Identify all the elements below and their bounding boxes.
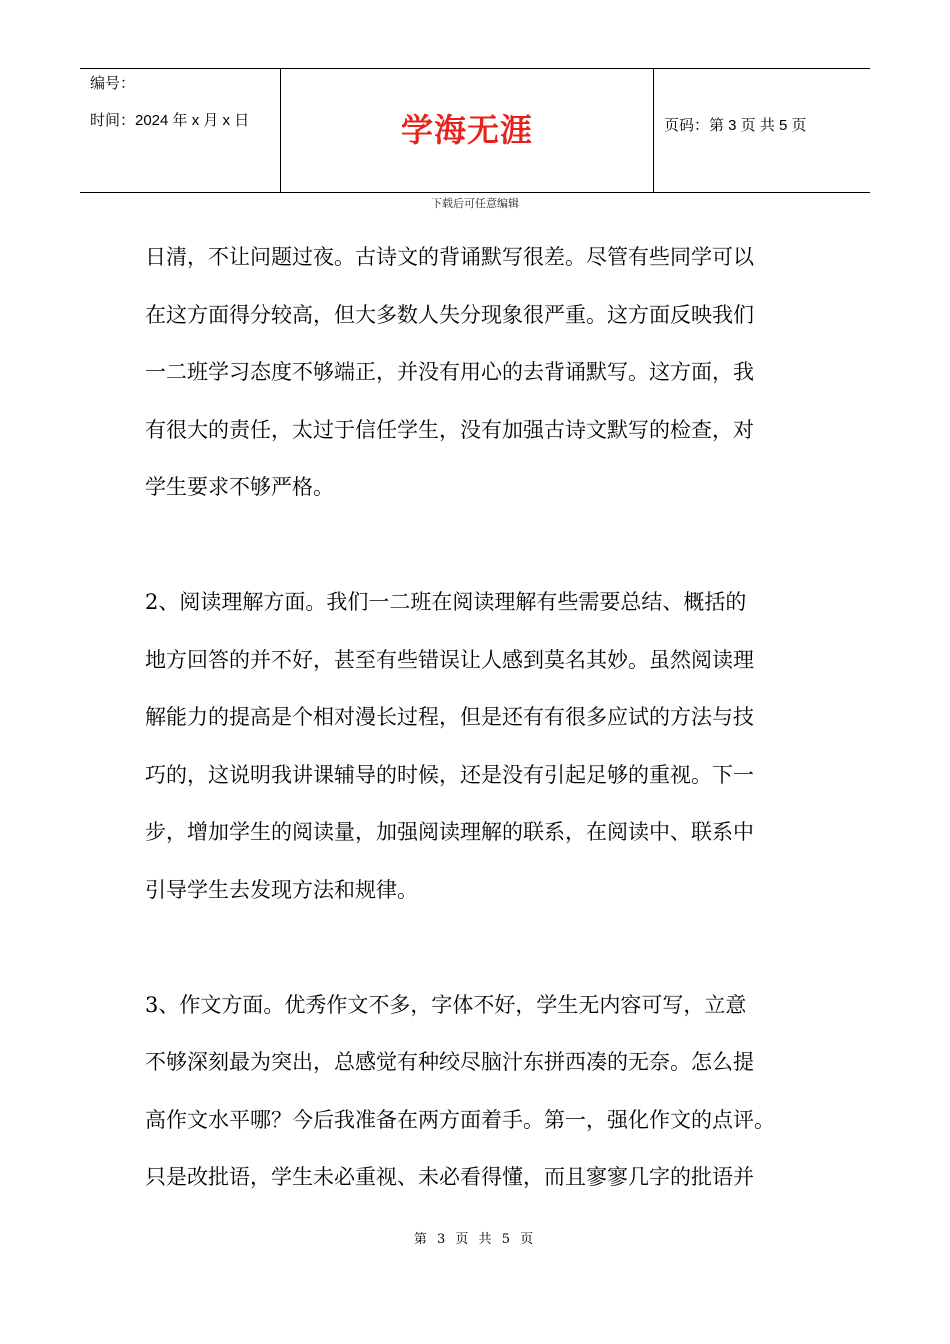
text-line: 巧的，这说明我讲课辅导的时候，还是没有引起足够的重视。下一 [145,762,754,787]
text-line: 在这方面得分较高，但大多数人失分现象很严重。这方面反映我们 [145,302,754,327]
paragraph-gap [145,922,825,980]
text-line: 只是改批语，学生未必重视、未必看得懂，而且寥寥几字的批语并 [145,1165,754,1189]
text-line: 日清，不让问题过夜。古诗文的背诵默写很差。尽管有些同学可以 [145,245,754,269]
text-line: 3、作文方面。优秀作文不多，字体不好，学生无内容可写，立意 [145,992,747,1017]
text-line: 2、阅读理解方面。我们一二班在阅读理解有些需要总结、概括的 [145,590,747,614]
text-line: 不够深刻最为突出，总感觉有种绞尽脑汁东拼西凑的无奈。怎么提 [145,1050,754,1074]
text-line: 地方回答的并不好，甚至有些错误让人感到莫名其妙。虽然阅读理 [145,647,754,672]
brand-title: 学海无涯 [400,111,533,149]
header-middle-cell [280,69,654,192]
page-info: 页码：第 3 页 共 5 页 [664,117,807,134]
date-label: 时间：2024 年 x 月 x 日 [90,112,250,129]
header-right-cell [654,69,870,192]
page-footer: 第 3 页 共 5 页 [413,1232,537,1247]
serial-number-label: 编号： [90,75,136,92]
paragraph-2 [145,577,825,922]
paragraph-gap [145,520,825,578]
text-line: 一二班学习态度不够端正，并没有用心的去背诵默写。这方面，我 [145,360,754,384]
text-line: 有很大的责任，太过于信任学生，没有加强古诗文默写的检查，对 [145,417,754,442]
text-line: 引导学生去发现方法和规律。 [145,877,418,902]
paragraph-3 [145,980,825,1210]
header-left-cell [80,69,280,192]
document-header [80,68,870,193]
text-line: 解能力的提高是个相对漫长过程，但是还有有很多应试的方法与技 [145,705,754,729]
body-text [145,232,825,1210]
paragraph-1 [145,232,825,520]
text-line: 高作文水平哪？今后我准备在两方面着手。第一，强化作文的点评。 [145,1107,775,1132]
edit-note: 下载后可任意编辑 [431,197,519,210]
text-line: 学生要求不够严格。 [145,475,334,499]
text-line: 步，增加学生的阅读量，加强阅读理解的联系，在阅读中、联系中 [145,820,754,844]
